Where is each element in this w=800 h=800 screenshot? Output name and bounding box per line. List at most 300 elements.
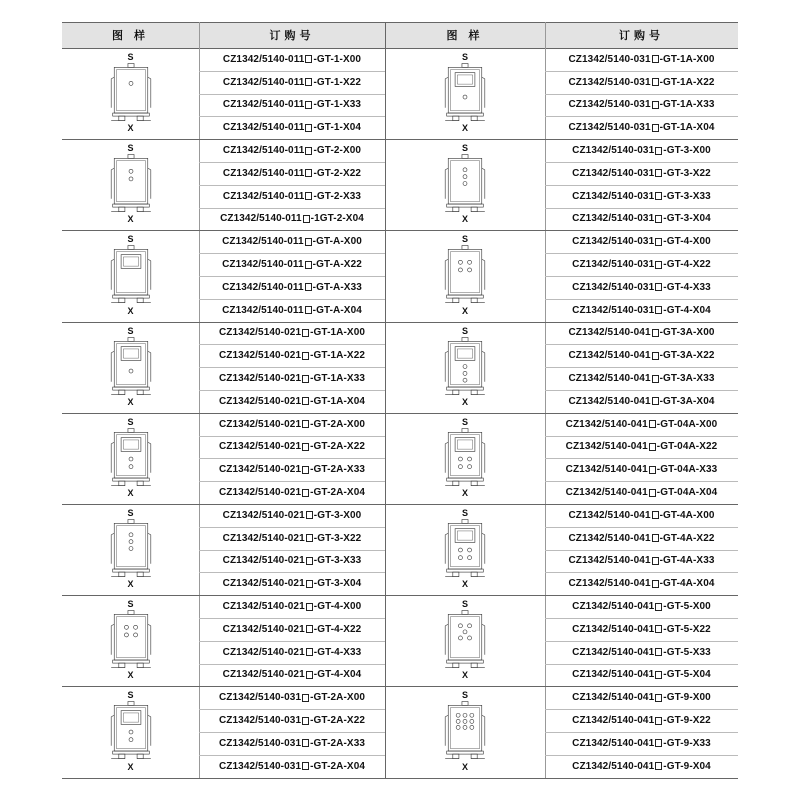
option-box-icon bbox=[302, 420, 309, 428]
order-code bbox=[199, 162, 385, 185]
order-code-prefix: CZ1342/5140-041 bbox=[565, 464, 648, 476]
order-code-suffix: -GT-5-X33 bbox=[663, 646, 711, 658]
order-code-suffix: -GT-3A-X33 bbox=[659, 373, 715, 385]
order-code bbox=[199, 436, 385, 459]
bottom-label: X bbox=[461, 123, 468, 134]
option-box-icon bbox=[305, 124, 312, 132]
order-code-prefix: CZ1342/5140-021 bbox=[222, 669, 305, 681]
order-code-prefix: CZ1342/5140-031 bbox=[218, 760, 302, 772]
order-code-suffix: -GT-2A-X33 bbox=[310, 737, 366, 749]
option-box-icon bbox=[302, 352, 309, 360]
option-box-icon bbox=[652, 375, 659, 383]
order-code-suffix: -GT-04A-X33 bbox=[656, 464, 718, 476]
order-code-prefix: CZ1342/5140-041 bbox=[572, 646, 655, 658]
order-code-prefix: CZ1342/5140-011 bbox=[222, 190, 305, 202]
order-code-prefix: CZ1342/5140-041 bbox=[568, 532, 651, 544]
order-code-prefix: CZ1342/5140-041 bbox=[568, 350, 651, 362]
order-code-suffix: -GT-4-X33 bbox=[313, 646, 362, 658]
enclosure-5-hole-icon bbox=[441, 609, 489, 673]
order-code-suffix: -GT-A-X22 bbox=[312, 259, 362, 271]
order-code-suffix: -GT-9-X33 bbox=[663, 737, 711, 749]
order-code-suffix: -GT-4-X00 bbox=[313, 601, 362, 613]
order-code bbox=[545, 276, 738, 299]
order-code-suffix: -GT-04A-X04 bbox=[656, 487, 718, 499]
bottom-label: X bbox=[461, 487, 468, 498]
option-box-icon bbox=[302, 466, 309, 474]
order-code-suffix: -GT-2A-X00 bbox=[310, 418, 366, 430]
top-label: S bbox=[127, 143, 134, 154]
option-box-icon bbox=[652, 101, 659, 109]
order-code-suffix: -1GT-2-X04 bbox=[310, 213, 364, 225]
order-code-suffix: -GT-1-X00 bbox=[313, 53, 362, 65]
order-code-suffix: -GT-4-X04 bbox=[663, 304, 711, 316]
order-code-suffix: -GT-1-X33 bbox=[313, 99, 362, 111]
bottom-label: X bbox=[461, 670, 468, 681]
order-code-suffix: -GT-04A-X22 bbox=[656, 441, 718, 453]
order-code bbox=[545, 664, 738, 687]
option-box-icon bbox=[655, 147, 662, 155]
bottom-label: X bbox=[127, 214, 134, 225]
bottom-label: X bbox=[127, 487, 134, 498]
order-code bbox=[545, 595, 738, 618]
order-code bbox=[199, 709, 385, 732]
order-code-prefix: CZ1342/5140-021 bbox=[218, 441, 302, 453]
order-code-prefix: CZ1342/5140-021 bbox=[218, 487, 302, 499]
left-code-header: 订购号 bbox=[199, 22, 385, 48]
order-code bbox=[199, 116, 385, 139]
order-code bbox=[545, 755, 738, 778]
order-code-suffix: -GT-1A-X22 bbox=[659, 76, 715, 88]
order-code-prefix: CZ1342/5140-031 bbox=[218, 692, 302, 704]
enclosure-drawing bbox=[425, 141, 505, 228]
order-code-suffix: -GT-2A-X00 bbox=[310, 692, 366, 704]
order-code-prefix: CZ1342/5140-031 bbox=[572, 167, 655, 179]
order-code-prefix: CZ1342/5140-041 bbox=[568, 373, 651, 385]
top-label: S bbox=[461, 690, 468, 701]
order-code-prefix: CZ1342/5140-031 bbox=[572, 236, 655, 248]
order-code-prefix: CZ1342/5140-031 bbox=[568, 122, 651, 134]
column-divider bbox=[385, 22, 386, 778]
enclosure-drawing bbox=[425, 688, 505, 775]
order-code bbox=[199, 618, 385, 641]
order-code-prefix: CZ1342/5140-011 bbox=[222, 76, 305, 88]
order-code bbox=[199, 94, 385, 117]
order-code bbox=[199, 276, 385, 299]
order-code-suffix: -GT-3A-X04 bbox=[659, 395, 715, 407]
option-box-icon bbox=[305, 101, 312, 109]
order-code-suffix: -GT-2-X00 bbox=[313, 145, 362, 157]
option-box-icon bbox=[652, 78, 659, 86]
enclosure-drawing bbox=[91, 506, 171, 593]
order-code-prefix: CZ1342/5140-031 bbox=[572, 145, 655, 157]
option-box-icon bbox=[655, 671, 662, 679]
order-code-suffix: -GT-9-X04 bbox=[663, 760, 711, 772]
order-code bbox=[199, 299, 385, 322]
order-code-prefix: CZ1342/5140-041 bbox=[568, 509, 651, 521]
order-code bbox=[545, 732, 738, 755]
order-code-prefix: CZ1342/5140-041 bbox=[565, 487, 648, 499]
order-code bbox=[199, 390, 385, 413]
enclosure-9-hole-icon bbox=[441, 700, 489, 764]
option-box-icon bbox=[306, 511, 313, 519]
order-code-prefix: CZ1342/5140-041 bbox=[565, 441, 648, 453]
order-code-prefix: CZ1342/5140-031 bbox=[568, 99, 651, 111]
enclosure-drawing bbox=[91, 415, 171, 502]
order-code bbox=[545, 413, 738, 436]
bottom-label: X bbox=[127, 761, 134, 772]
order-code bbox=[545, 527, 738, 550]
order-code bbox=[199, 572, 385, 595]
enclosure-window-1-hole-icon bbox=[441, 62, 489, 126]
order-code-suffix: -GT-3-X04 bbox=[663, 213, 711, 225]
order-code bbox=[545, 71, 738, 94]
option-box-icon bbox=[655, 717, 662, 725]
order-code bbox=[199, 413, 385, 436]
order-code-suffix: -GT-4A-X04 bbox=[659, 578, 715, 590]
order-code bbox=[545, 481, 738, 504]
order-code bbox=[199, 755, 385, 778]
order-code-prefix: CZ1342/5140-041 bbox=[568, 555, 651, 567]
order-code bbox=[545, 686, 738, 709]
order-code-suffix: -GT-1A-X33 bbox=[659, 99, 715, 111]
order-code bbox=[545, 185, 738, 208]
order-code bbox=[545, 48, 738, 71]
option-box-icon bbox=[655, 694, 662, 702]
bottom-label: X bbox=[127, 579, 134, 590]
enclosure-drawing bbox=[425, 506, 505, 593]
order-code-prefix: CZ1342/5140-011 bbox=[220, 213, 302, 225]
option-box-icon bbox=[302, 375, 309, 383]
enclosure-window-4-hole-icon bbox=[441, 427, 489, 491]
order-code-suffix: -GT-3-X00 bbox=[313, 509, 362, 521]
bottom-label: X bbox=[461, 214, 468, 225]
top-label: S bbox=[461, 234, 468, 245]
option-box-icon bbox=[655, 306, 662, 314]
order-code-suffix: -GT-5-X00 bbox=[663, 601, 711, 613]
option-box-icon bbox=[655, 261, 662, 269]
enclosure-drawing bbox=[91, 688, 171, 775]
option-box-icon bbox=[652, 352, 659, 360]
order-code bbox=[545, 436, 738, 459]
order-code bbox=[199, 253, 385, 276]
top-label: S bbox=[127, 599, 134, 610]
bottom-label: X bbox=[461, 396, 468, 407]
order-code-suffix: -GT-2-X22 bbox=[313, 167, 362, 179]
right-image-header: 图 样 bbox=[385, 22, 545, 48]
enclosure-drawing bbox=[91, 141, 171, 228]
enclosure-4-hole-icon bbox=[441, 244, 489, 308]
order-code bbox=[545, 618, 738, 641]
order-code bbox=[199, 481, 385, 504]
option-box-icon bbox=[652, 397, 659, 405]
option-box-icon bbox=[655, 283, 662, 291]
enclosure-window-4-hole-icon bbox=[441, 518, 489, 582]
order-code-suffix: -GT-4A-X33 bbox=[659, 555, 715, 567]
enclosure-1-hole-icon bbox=[107, 62, 155, 126]
order-code-prefix: CZ1342/5140-021 bbox=[218, 464, 302, 476]
order-code-prefix: CZ1342/5140-021 bbox=[218, 350, 302, 362]
order-code-prefix: CZ1342/5140-041 bbox=[568, 578, 651, 590]
enclosure-window-icon bbox=[107, 244, 155, 308]
order-code-prefix: CZ1342/5140-021 bbox=[222, 509, 305, 521]
order-code bbox=[545, 208, 738, 231]
option-box-icon bbox=[305, 192, 312, 200]
order-code bbox=[199, 230, 385, 253]
top-label: S bbox=[127, 508, 134, 518]
enclosure-4-hole-icon bbox=[107, 609, 155, 673]
top-label: S bbox=[461, 52, 468, 62]
order-code-prefix: CZ1342/5140-041 bbox=[572, 760, 655, 772]
row-divider bbox=[62, 22, 738, 23]
order-code-suffix: -GT-1-X22 bbox=[313, 76, 362, 88]
order-code-suffix: -GT-A-X33 bbox=[312, 281, 362, 293]
order-code-suffix: -GT-1A-X22 bbox=[310, 350, 366, 362]
top-label: S bbox=[461, 325, 468, 336]
enclosure-drawing bbox=[91, 232, 171, 319]
enclosure-drawing bbox=[425, 50, 505, 137]
option-box-icon bbox=[652, 124, 659, 132]
order-code-prefix: CZ1342/5140-021 bbox=[222, 578, 305, 590]
top-label: S bbox=[127, 234, 134, 245]
option-box-icon bbox=[652, 55, 659, 63]
enclosure-3-hole-icon bbox=[107, 518, 155, 582]
option-box-icon bbox=[302, 762, 309, 770]
top-label: S bbox=[127, 325, 134, 336]
order-code-prefix: CZ1342/5140-041 bbox=[565, 418, 648, 430]
option-box-icon bbox=[305, 283, 312, 291]
bottom-label: X bbox=[461, 761, 468, 772]
order-code-prefix: CZ1342/5140-021 bbox=[222, 623, 305, 635]
order-code-suffix: -GT-9-X00 bbox=[663, 692, 711, 704]
order-code-suffix: -GT-4A-X00 bbox=[659, 509, 715, 521]
order-code bbox=[545, 299, 738, 322]
option-box-icon bbox=[305, 261, 312, 269]
order-code bbox=[545, 344, 738, 367]
option-box-icon bbox=[305, 169, 312, 177]
option-box-icon bbox=[302, 694, 309, 702]
order-code-suffix: -GT-3-X00 bbox=[663, 145, 711, 157]
option-box-icon bbox=[303, 215, 310, 223]
order-code bbox=[545, 139, 738, 162]
order-code bbox=[199, 504, 385, 527]
order-code-suffix: -GT-4-X00 bbox=[663, 236, 711, 248]
order-code-suffix: -GT-5-X22 bbox=[663, 623, 711, 635]
order-code-suffix: -GT-4A-X22 bbox=[659, 532, 715, 544]
order-code-prefix: CZ1342/5140-041 bbox=[572, 692, 655, 704]
order-code-suffix: -GT-4-X22 bbox=[313, 623, 362, 635]
order-code-suffix: -GT-3-X33 bbox=[663, 190, 711, 202]
bottom-label: X bbox=[127, 305, 134, 316]
order-code-prefix: CZ1342/5140-031 bbox=[572, 190, 655, 202]
order-code-suffix: -GT-4-X33 bbox=[663, 281, 711, 293]
order-code bbox=[545, 116, 738, 139]
order-code-suffix: -GT-4-X04 bbox=[313, 669, 362, 681]
order-code bbox=[199, 322, 385, 345]
order-code-suffix: -GT-2A-X22 bbox=[310, 441, 366, 453]
option-box-icon bbox=[655, 169, 662, 177]
order-code-suffix: -GT-1A-X04 bbox=[310, 395, 366, 407]
order-code-suffix: -GT-A-X00 bbox=[312, 236, 362, 248]
enclosure-window-1-hole-icon bbox=[107, 336, 155, 400]
order-code-suffix: -GT-1-X04 bbox=[313, 122, 362, 134]
enclosure-drawing bbox=[425, 232, 505, 319]
order-code-prefix: CZ1342/5140-011 bbox=[222, 122, 305, 134]
order-code bbox=[199, 595, 385, 618]
option-box-icon bbox=[306, 625, 313, 633]
row-divider bbox=[62, 778, 738, 779]
order-code-prefix: CZ1342/5140-021 bbox=[222, 555, 305, 567]
order-code-prefix: CZ1342/5140-041 bbox=[572, 669, 655, 681]
order-code bbox=[199, 48, 385, 71]
top-label: S bbox=[461, 508, 468, 518]
order-code-prefix: CZ1342/5140-021 bbox=[218, 373, 302, 385]
order-code bbox=[545, 709, 738, 732]
enclosure-2-hole-icon bbox=[107, 153, 155, 217]
order-code bbox=[199, 208, 385, 231]
right-code-header: 订购号 bbox=[545, 22, 738, 48]
order-code bbox=[545, 162, 738, 185]
bottom-label: X bbox=[127, 670, 134, 681]
bottom-label: X bbox=[127, 123, 134, 134]
order-code-suffix: -GT-5-X04 bbox=[663, 669, 711, 681]
order-code-prefix: CZ1342/5140-011 bbox=[222, 99, 305, 111]
option-box-icon bbox=[306, 603, 313, 611]
option-box-icon bbox=[655, 215, 662, 223]
order-code-prefix: CZ1342/5140-021 bbox=[218, 395, 302, 407]
top-label: S bbox=[461, 143, 468, 154]
order-code bbox=[199, 367, 385, 390]
order-code-suffix: -GT-2-X33 bbox=[313, 190, 362, 202]
option-box-icon bbox=[306, 557, 313, 565]
option-box-icon bbox=[649, 420, 656, 428]
option-box-icon bbox=[306, 534, 313, 542]
order-code-prefix: CZ1342/5140-011 bbox=[222, 167, 305, 179]
order-code-suffix: -GT-2A-X22 bbox=[310, 715, 366, 727]
option-box-icon bbox=[302, 717, 309, 725]
order-code-prefix: CZ1342/5140-031 bbox=[572, 304, 655, 316]
option-box-icon bbox=[306, 648, 313, 656]
option-box-icon bbox=[302, 397, 309, 405]
enclosure-drawing bbox=[91, 324, 171, 411]
order-code-prefix: CZ1342/5140-041 bbox=[572, 601, 655, 613]
order-code-prefix: CZ1342/5140-031 bbox=[218, 737, 302, 749]
option-box-icon bbox=[652, 534, 659, 542]
order-code-prefix: CZ1342/5140-031 bbox=[568, 76, 651, 88]
option-box-icon bbox=[302, 329, 309, 337]
order-code-prefix: CZ1342/5140-031 bbox=[568, 53, 651, 65]
order-code-suffix: -GT-3-X22 bbox=[313, 532, 362, 544]
order-code-prefix: CZ1342/5140-011 bbox=[222, 259, 304, 271]
enclosure-window-2-hole-icon bbox=[107, 427, 155, 491]
option-box-icon bbox=[649, 443, 656, 451]
top-label: S bbox=[461, 416, 468, 427]
option-box-icon bbox=[306, 671, 313, 679]
order-code-suffix: -GT-3-X33 bbox=[313, 555, 362, 567]
enclosure-drawing bbox=[425, 597, 505, 684]
top-label: S bbox=[127, 690, 134, 701]
order-code-suffix: -GT-4-X22 bbox=[663, 259, 711, 271]
order-code-suffix: -GT-3-X22 bbox=[663, 167, 711, 179]
order-code bbox=[199, 458, 385, 481]
order-code-prefix: CZ1342/5140-031 bbox=[218, 715, 302, 727]
order-code-suffix: -GT-1A-X00 bbox=[310, 327, 366, 339]
enclosure-drawing bbox=[91, 597, 171, 684]
option-box-icon bbox=[655, 238, 662, 246]
order-code-prefix: CZ1342/5140-031 bbox=[572, 213, 655, 225]
order-code-prefix: CZ1342/5140-021 bbox=[222, 646, 305, 658]
top-label: S bbox=[127, 52, 134, 62]
order-code-suffix: -GT-1A-X04 bbox=[659, 122, 715, 134]
order-code-suffix: -GT-1A-X00 bbox=[659, 53, 715, 65]
order-code-suffix: -GT-3A-X22 bbox=[659, 350, 715, 362]
left-image-header: 图 样 bbox=[62, 22, 199, 48]
option-box-icon bbox=[652, 511, 659, 519]
order-code-prefix: CZ1342/5140-031 bbox=[572, 259, 655, 271]
order-code bbox=[199, 550, 385, 573]
option-box-icon bbox=[655, 603, 662, 611]
option-box-icon bbox=[649, 466, 656, 474]
option-box-icon bbox=[655, 648, 662, 656]
enclosure-3-hole-icon bbox=[441, 153, 489, 217]
bottom-label: X bbox=[461, 579, 468, 590]
enclosure-drawing bbox=[425, 415, 505, 502]
order-code bbox=[545, 458, 738, 481]
option-box-icon bbox=[302, 489, 309, 497]
option-box-icon bbox=[305, 238, 312, 246]
option-box-icon bbox=[652, 557, 659, 565]
order-code-suffix: -GT-1A-X33 bbox=[310, 373, 366, 385]
order-code bbox=[545, 322, 738, 345]
order-code-prefix: CZ1342/5140-011 bbox=[222, 145, 305, 157]
order-code bbox=[545, 367, 738, 390]
order-code-prefix: CZ1342/5140-041 bbox=[572, 623, 655, 635]
order-code-suffix: -GT-3-X04 bbox=[313, 578, 362, 590]
option-box-icon bbox=[305, 55, 312, 63]
enclosure-window-3-hole-icon bbox=[441, 336, 489, 400]
order-code-prefix: CZ1342/5140-011 bbox=[222, 281, 304, 293]
option-box-icon bbox=[652, 580, 659, 588]
option-box-icon bbox=[655, 192, 662, 200]
order-code-prefix: CZ1342/5140-041 bbox=[568, 327, 651, 339]
order-code bbox=[545, 641, 738, 664]
order-code-prefix: CZ1342/5140-021 bbox=[218, 418, 302, 430]
order-code-prefix: CZ1342/5140-021 bbox=[222, 532, 305, 544]
order-code bbox=[199, 686, 385, 709]
order-code-suffix: -GT-2A-X33 bbox=[310, 464, 366, 476]
order-code bbox=[199, 185, 385, 208]
order-code bbox=[199, 732, 385, 755]
order-code-prefix: CZ1342/5140-011 bbox=[222, 53, 305, 65]
option-box-icon bbox=[655, 762, 662, 770]
enclosure-drawing bbox=[91, 50, 171, 137]
option-box-icon bbox=[649, 489, 656, 497]
order-code-prefix: CZ1342/5140-041 bbox=[568, 395, 651, 407]
option-box-icon bbox=[306, 580, 313, 588]
order-code bbox=[199, 527, 385, 550]
option-box-icon bbox=[655, 625, 662, 633]
order-code-prefix: CZ1342/5140-021 bbox=[222, 601, 305, 613]
order-code-prefix: CZ1342/5140-041 bbox=[572, 737, 655, 749]
order-code bbox=[545, 572, 738, 595]
top-label: S bbox=[127, 416, 134, 427]
top-label: S bbox=[461, 599, 468, 610]
order-code bbox=[199, 71, 385, 94]
order-code-prefix: CZ1342/5140-011 bbox=[222, 236, 304, 248]
enclosure-window-2-hole-icon bbox=[107, 700, 155, 764]
option-box-icon bbox=[305, 147, 312, 155]
order-code-prefix: CZ1342/5140-021 bbox=[218, 327, 302, 339]
order-code-prefix: CZ1342/5140-031 bbox=[572, 281, 655, 293]
